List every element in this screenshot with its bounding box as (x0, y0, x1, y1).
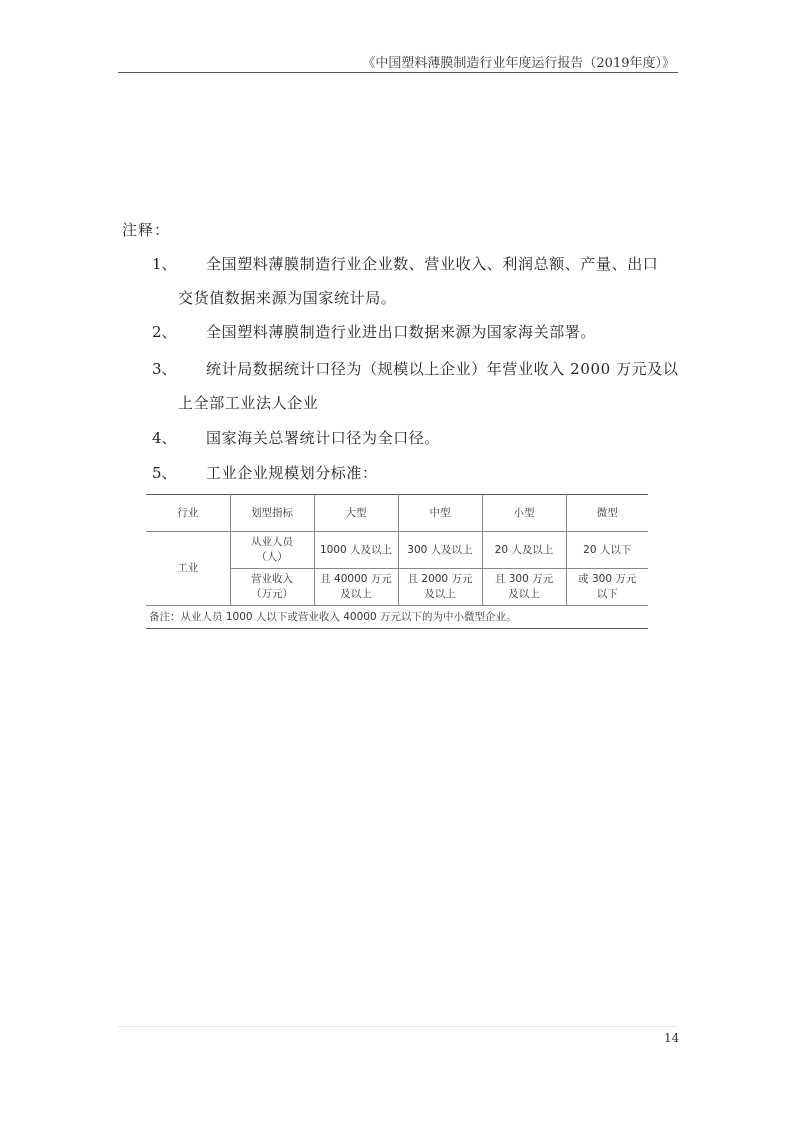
cell-line: 及以上 (508, 588, 540, 600)
notes-title: 注释： (122, 221, 171, 239)
table-cell (482, 569, 566, 606)
table-header-cell: 微型 (566, 495, 648, 532)
cell-line: 及以上 (340, 588, 372, 600)
table-cell (314, 569, 398, 606)
cell-line: 从业人员 (251, 536, 293, 548)
table-header-cell: 划型指标 (230, 495, 314, 532)
table-cell (314, 532, 398, 569)
note-text: 国家海关总署统计口径为全口径。 (206, 429, 441, 447)
table-remark: 备注：从业人员 1000 人以下或营业收入 40000 万元以下的为中小微型企业。 (146, 606, 648, 629)
note-text: 全国塑料薄膜制造行业进出口数据来源为国家海关部署。 (206, 323, 597, 341)
running-header: 《中国塑料薄膜制造行业年度运行报告（2019年度）》 (362, 56, 675, 71)
cell-line: 或 300 万元 (578, 573, 637, 585)
note-number: 4、 (152, 429, 177, 447)
cell-line: 及以上 (424, 588, 456, 600)
table-header-cell: 小型 (482, 495, 566, 532)
table-cell (566, 569, 648, 606)
note-text: 统计局数据统计口径为（规模以上企业）年营业收入 2000 万元及以 (206, 360, 679, 378)
cell-line: （万元） (251, 588, 293, 600)
page-number: 14 (664, 1031, 680, 1045)
table-header-cell: 行业 (146, 495, 230, 532)
table-cell (566, 532, 648, 569)
cell-line: 且 2000 万元 (407, 573, 473, 585)
cell-line: 300 人及以上 (407, 543, 473, 556)
header-rule (118, 72, 678, 73)
table-cell (482, 532, 566, 569)
table-remark-row (146, 606, 648, 629)
note-text: 工业企业规模划分标准： (206, 464, 378, 482)
note-number: 5、 (152, 464, 177, 482)
table-cell (398, 569, 482, 606)
note-number: 3、 (152, 360, 177, 378)
note-text-continued: 上全部工业法人企业 (178, 394, 319, 412)
indicator-cell (230, 532, 314, 569)
indicator-cell (230, 569, 314, 606)
note-number: 2、 (152, 323, 177, 341)
note-number: 1、 (152, 255, 177, 273)
cell-line: （人） (256, 551, 288, 563)
note-text-continued: 交货值数据来源为国家统计局。 (178, 289, 397, 307)
note-text: 全国塑料薄膜制造行业企业数、营业收入、利润总额、产量、出口 (206, 255, 659, 273)
footer-rule (118, 1026, 678, 1027)
cell-line: 20 人及以上 (494, 543, 554, 556)
industry-cell: 工业 (146, 532, 230, 606)
table-header-cell: 中型 (398, 495, 482, 532)
table-header-cell: 大型 (314, 495, 398, 532)
cell-line: 营业收入 (251, 573, 293, 585)
table-row (146, 532, 648, 569)
table-cell (398, 532, 482, 569)
cell-line: 以下 (596, 588, 618, 600)
cell-line: 且 40000 万元 (320, 573, 392, 585)
cell-line: 且 300 万元 (494, 573, 554, 585)
cell-line: 20 人以下 (583, 543, 632, 556)
cell-line: 1000 人及以上 (319, 543, 393, 556)
table-header-row (146, 495, 648, 532)
enterprise-scale-table (146, 494, 648, 629)
